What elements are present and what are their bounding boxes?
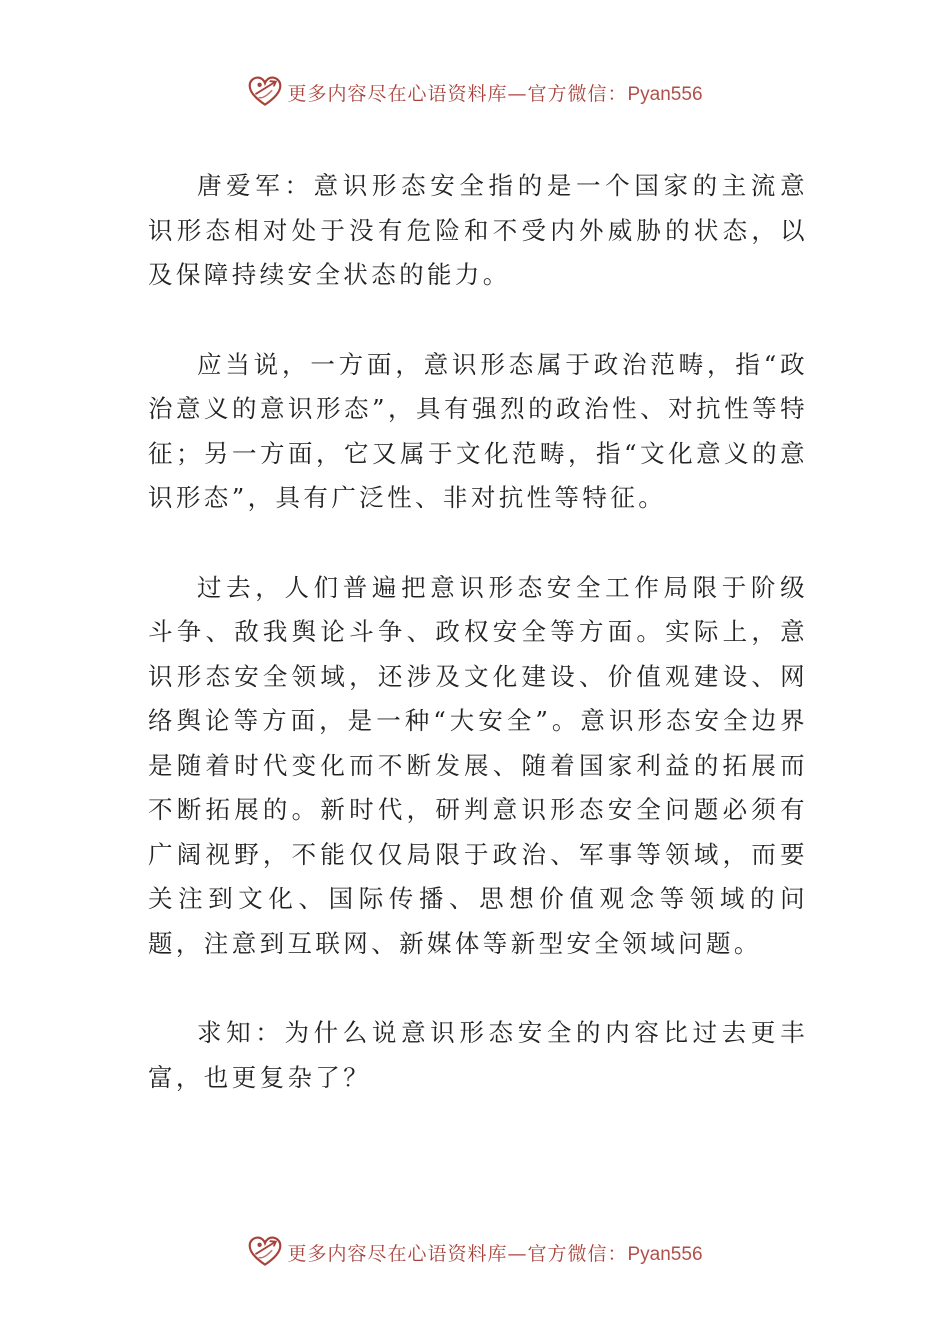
paragraph-3: 过去，人们普遍把意识形态安全工作局限于阶级斗争、敌我舆论斗争、政权安全等方面。实际上，意识形态安全领域，还涉及文化建设、价值观建设、网络舆论等方面，是一种“大安全”。意识形态安全边界是随着时代变化而不断发展、随着国家利益的拓展而不断拓展的。新时代，研判意识形态安全问题必须有广阔视野，不能仅仅局限于政治、军事等领域，而要关注到文化、国际传播、思想价值观念等领域的问题，注意到互联网、新媒体等新型安全领域问题。 <box>148 572 808 958</box>
banner-label: 更多内容尽在心语资料库—官方微信： <box>287 82 628 105</box>
heart-logo-icon <box>247 1234 283 1270</box>
paragraph-4: 求知：为什么说意识形态安全的内容比过去更丰富，也更复杂了？ <box>148 1018 808 1092</box>
banner-text <box>287 1239 702 1266</box>
wechat-id: Pyan556 <box>627 1243 703 1265</box>
banner-text <box>287 79 702 106</box>
footer-banner <box>0 1232 950 1272</box>
paragraph-2: 应当说，一方面，意识形态属于政治范畴，指“政治意义的意识形态”，具有强烈的政治性、对抗性等特征；另一方面，它又属于文化范畴，指“文化意义的意识形态”，具有广泛性、非对抗性等特征。 <box>148 349 808 512</box>
header-banner <box>0 72 950 112</box>
banner-label: 更多内容尽在心语资料库—官方微信： <box>287 1242 628 1265</box>
paragraph-1: 唐爱军：意识形态安全指的是一个国家的主流意识形态相对处于没有危险和不受内外威胁的状态，以及保障持续安全状态的能力。 <box>148 171 808 289</box>
document-body <box>148 164 808 1145</box>
wechat-id: Pyan556 <box>627 83 703 105</box>
heart-logo-icon <box>247 74 283 110</box>
